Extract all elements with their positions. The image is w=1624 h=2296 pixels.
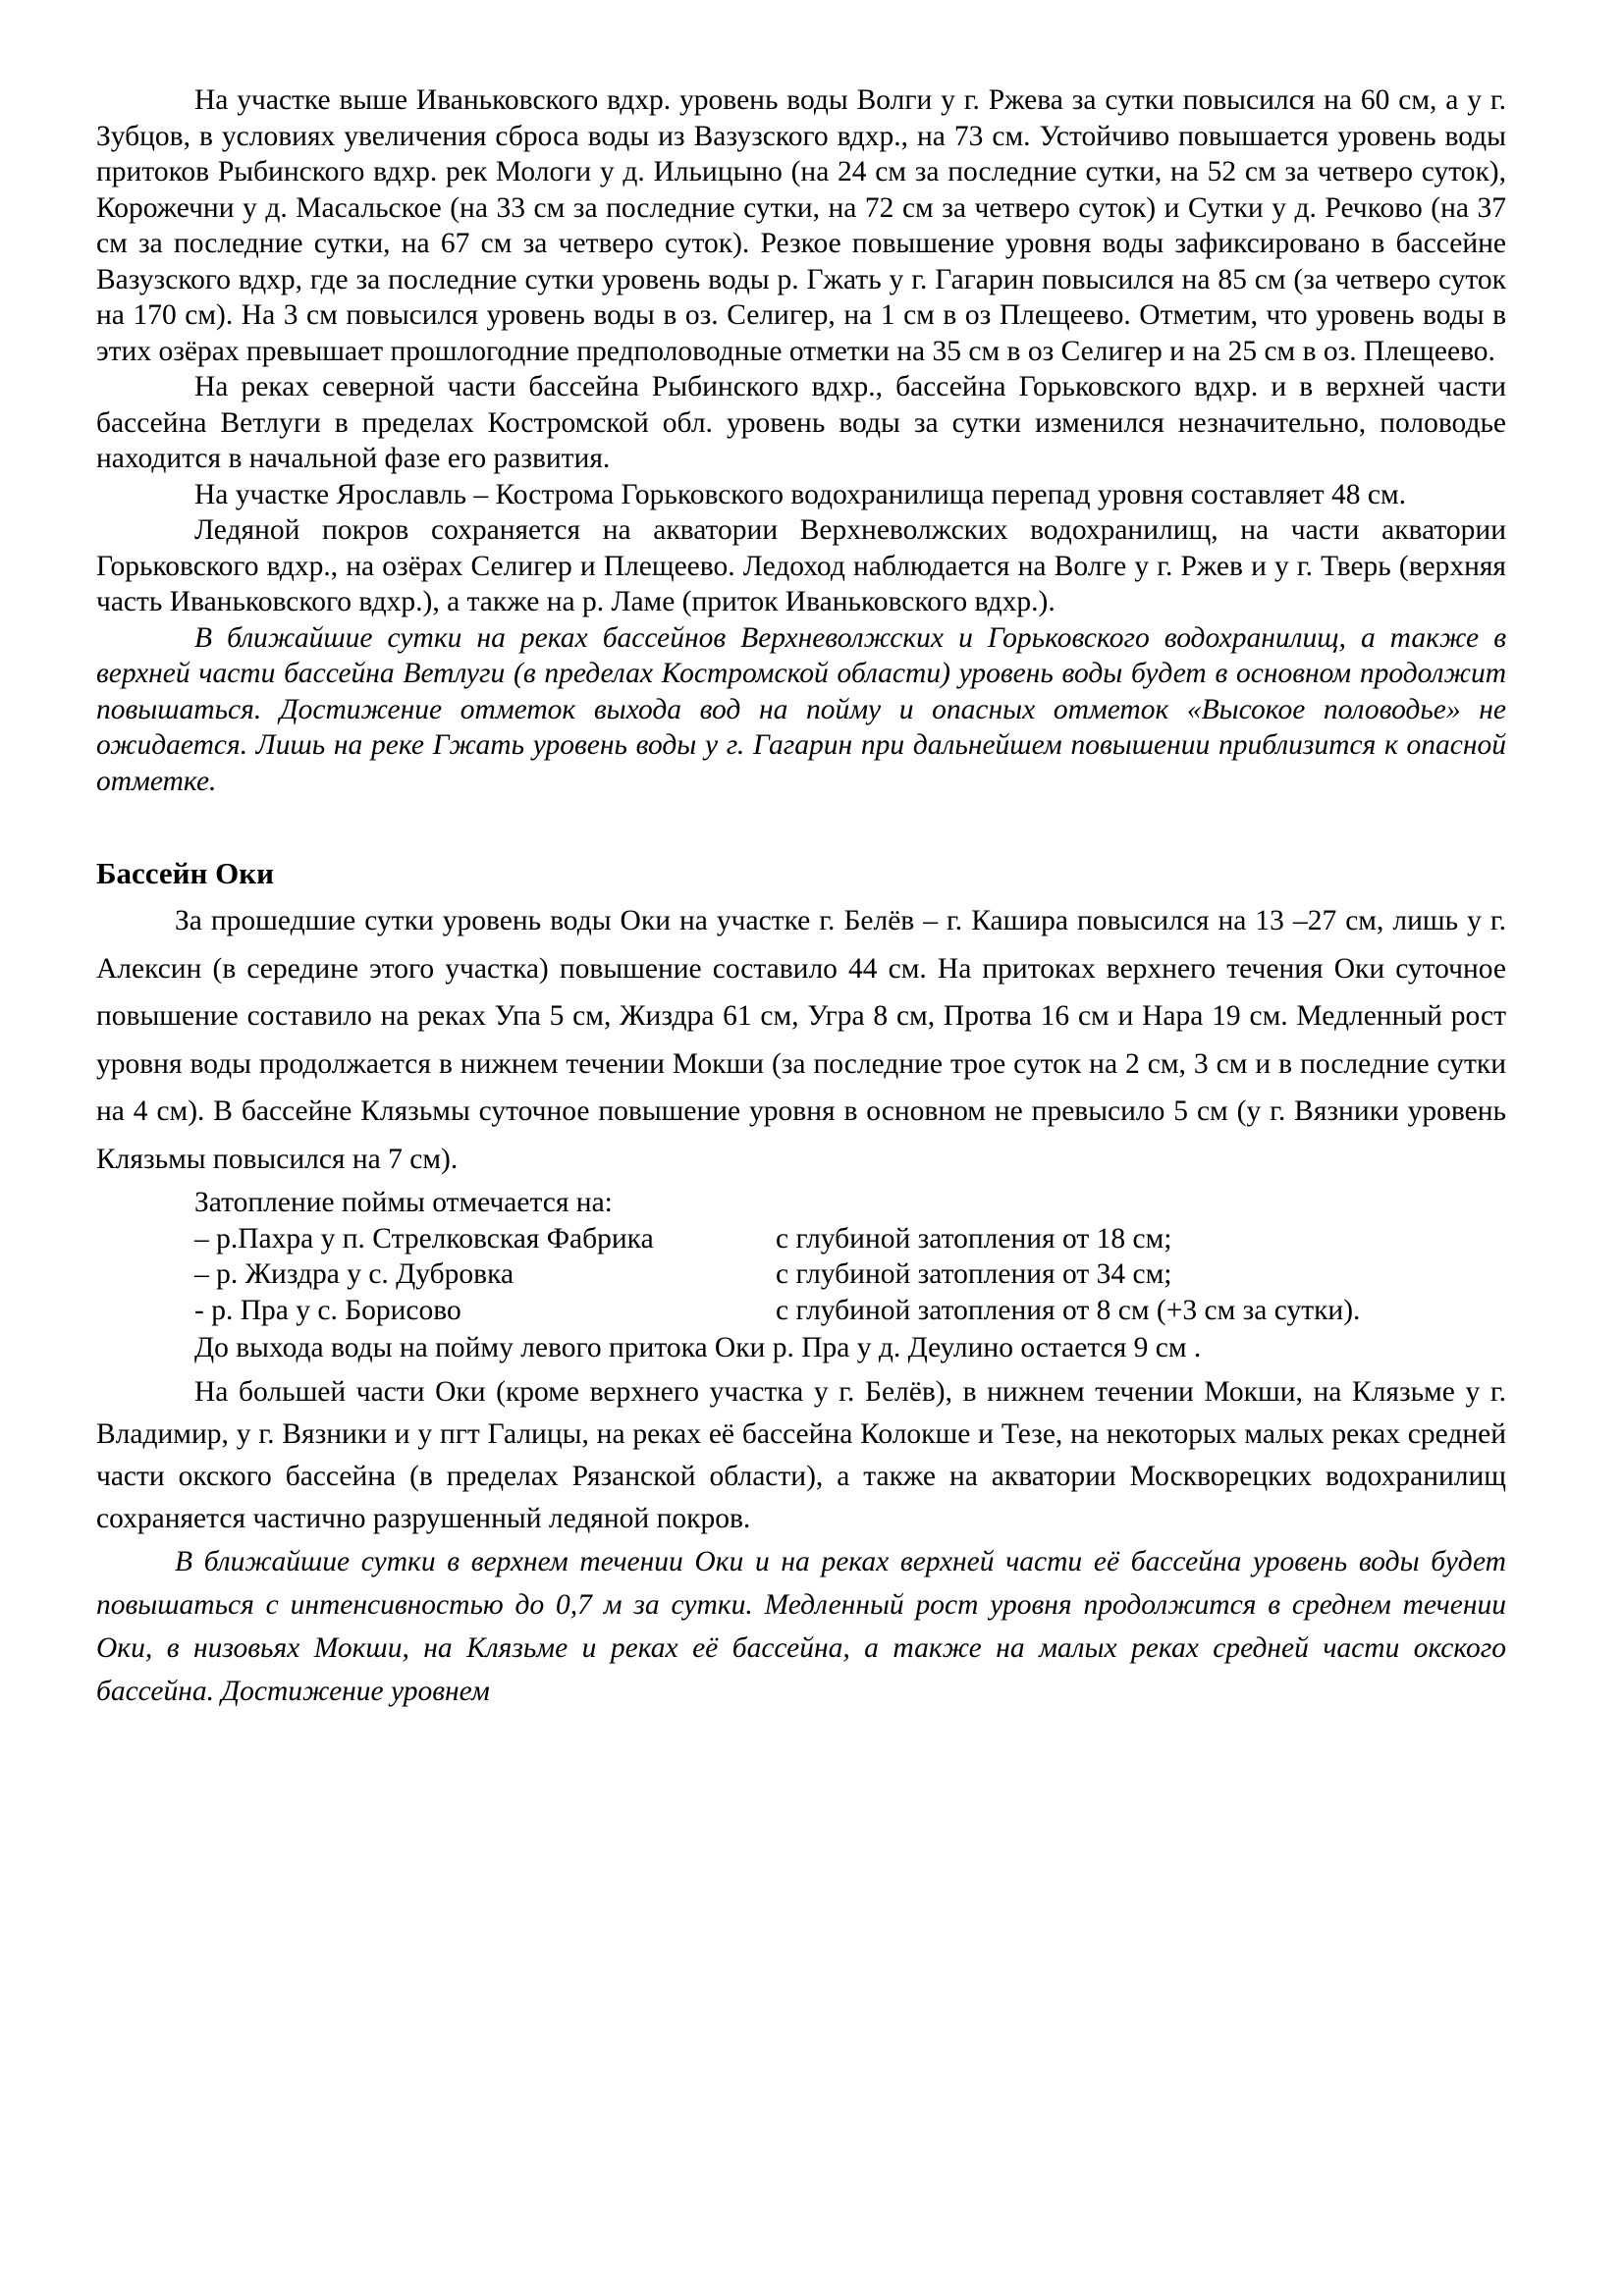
flood-list-item [194,1221,1506,1257]
flood-depth: с глубиной затопления от 8 см (+3 см за сутки). [776,1294,1361,1326]
paragraph-oka-forecast: В ближайшие сутки в верхнем течении Оки и на реках верхней части её бассейна уровень воды будет повышаться с интенсивностью до 0,7 м за сутки. Медленный рост уровня продолжится в среднем течении Оки, в низовьях Мокши, на Клязьме и реках её бассейна, а также на малых реках средней части окского бассейна. Достижение уровнем [96,1546,1506,1707]
flood-river: – р.Пахра у п. Стрелковская Фабрика [194,1222,654,1255]
flood-list [96,1221,1506,1329]
paragraph-yaroslavl-kostroma: На участке Ярославль – Кострома Горьковского водохранилища перепад уровня составляет 48 см. [194,478,1407,510]
paragraph-volga-forecast: В ближайшие сутки на реках бассейнов Верхневолжских и Горьковского водохранилищ, а также в верхней части бассейна Ветлуги (в пределах Костромской области) уровень воды будет в основном продолжит повышаться. Достижение отметок выхода вод на пойму и опасных отметок «Высокое половодье» не ожидается. Лишь на реке Гжать уровень воды у г. Гагарин при дальнейшем повышении приблизится к опасной отметке. [96,621,1506,797]
paragraph-volga-levels: На участке выше Иваньковского вдхр. уровень воды Волги у г. Ржева за сутки повысился на 60 см, а у г. Зубцов, в условиях увеличения сброса воды из Вазузского вдхр., на 73 см. Устойчиво повышается уровень воды притоков Рыбинского вдхр. рек Мологи у д. Ильицыно (на 24 см за последние сутки, на 52 см за четверо суток), Корожечни у д. Масальское (на 33 см за последние сутки, на 72 см за четверо суток) и Сутки у д. Речково (на 37 см за последние сутки, на 67 см за четверо суток). Резкое повышение уровня воды зафиксировано в бассейне Вазузского вдхр, где за последние сутки уровень воды р. Гжать у г. Гагарин повысился на 85 см (за четверо суток на 170 см). На 3 см повысился уровень воды в оз. Селигер, на 1 см в оз Плещеево. Отметим, что уровень воды в этих озёрах превышает прошлогодние предполоводные отметки на 35 см в оз Селигер и на 25 см в оз. Плещеево. [96,84,1506,367]
flood-list-item [194,1256,1506,1293]
paragraph-pra-deulino: До выхода воды на пойму левого притока Оки р. Пра у д. Деулино остается 9 см . [194,1332,1202,1363]
paragraph-ice-cover: Ледяной покров сохраняется на акватории Верхневолжских водохранилищ, на части акватории Горьковского вдхр., на озёрах Селигер и Плещеево. Ледоход наблюдается на Волге у г. Ржев и у г. Тверь (верхняя часть Иваньковского вдхр.), а также на р. Ламе (приток Иваньковского вдхр.). [96,514,1506,617]
flood-river: - р. Пра у с. Борисово [194,1294,461,1326]
section-heading: Бассейн Оки [96,856,274,890]
paragraph-oka-ice: На большей части Оки (кроме верхнего участка у г. Белёв), в нижнем течении Мокши, на Клязьме у г. Владимир, у г. Вязники и у пгт Галицы, на реках её бассейна Колокше и Тезе, на некоторых малых реках средней части окского бассейна (в пределах Рязанской области), а также на акватории Москворецких водохранилищ сохраняется частично разрушенный ледяной покров. [96,1376,1506,1534]
flood-river: – р. Жиздра у с. Дубровка [194,1258,514,1290]
paragraph-oka-levels: За прошедшие сутки уровень воды Оки на участке г. Белёв – г. Кашира повысился на 13 –27 см, лишь у г. Алексин (в середине этого участка) повышение составило 44 см. На притоках верхнего течения Оки суточное повышение составило на реках Упа 5 см, Жиздра 61 см, Угра 8 см, Протва 16 см и Нара 19 см. Медленный рост уровня воды продолжается в нижнем течении Мокши (за последние трое суток на 2 см, 3 см и в последние сутки на 4 см). В бассейне Клязьмы суточное повышение уровня в основном не превысило 5 см (у г. Вязники уровень Клязьмы повысился на 7 см). [96,905,1506,1175]
document-page [96,82,1506,1713]
flood-list-item [194,1293,1506,1329]
flood-intro: Затопление поймы отмечается на: [194,1187,613,1218]
section-volga [96,82,1506,799]
section-oka [96,852,1506,1713]
flood-depth: с глубиной затопления от 18 см; [776,1222,1172,1255]
paragraph-north-basins: На реках северной части бассейна Рыбинского вдхр., бассейна Горьковского вдхр. и в верхней части бассейна Ветлуги в пределах Костромской обл. уровень воды за сутки изменился незначительно, половодье находится в начальной фазе его развития. [96,371,1506,474]
flood-depth: с глубиной затопления от 34 см; [776,1258,1172,1290]
